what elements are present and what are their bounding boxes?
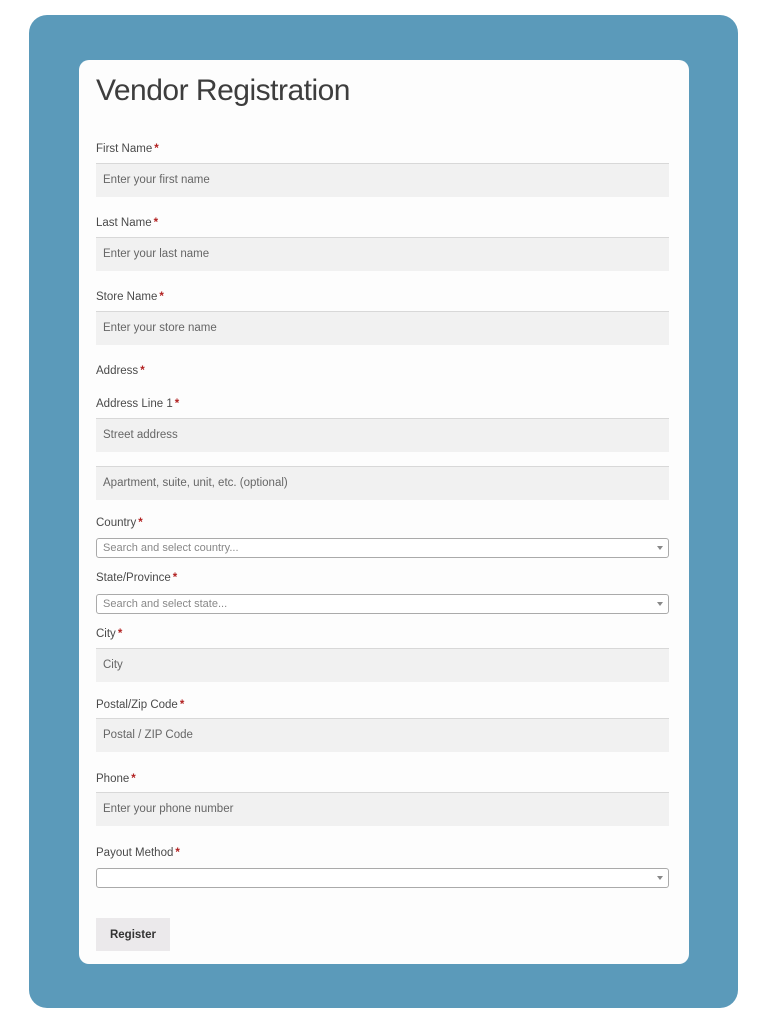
required-asterisk: * <box>175 847 180 859</box>
store-name-input[interactable]: Enter your store name <box>96 311 669 345</box>
required-asterisk: * <box>131 773 136 785</box>
register-button[interactable]: Register <box>96 918 170 951</box>
registration-card <box>79 60 689 964</box>
postal-code-label: Postal/Zip Code * <box>96 699 185 711</box>
page-title: Vendor Registration <box>96 74 350 107</box>
required-asterisk: * <box>159 291 164 303</box>
phone-input[interactable]: Enter your phone number <box>96 792 669 826</box>
store-name-label: Store Name * <box>96 291 164 303</box>
postal-code-input[interactable]: Postal / ZIP Code <box>96 718 669 752</box>
city-input[interactable]: City <box>96 648 669 682</box>
first-name-label: First Name * <box>96 143 159 155</box>
city-label: City * <box>96 628 123 640</box>
country-select-placeholder: Search and select country... <box>103 542 239 554</box>
required-asterisk: * <box>153 217 159 229</box>
required-asterisk: * <box>179 699 185 711</box>
chevron-down-icon <box>657 876 663 880</box>
required-asterisk: * <box>172 572 178 584</box>
last-name-input[interactable]: Enter your last name <box>96 237 669 271</box>
required-asterisk: * <box>117 628 123 640</box>
required-asterisk: * <box>174 398 180 410</box>
payout-method-label: Payout Method * <box>96 847 180 859</box>
phone-label: Phone * <box>96 773 136 785</box>
payout-method-select[interactable] <box>96 868 669 888</box>
address-line1-label: Address Line 1 * <box>96 398 180 410</box>
required-asterisk: * <box>154 143 159 155</box>
state-select[interactable] <box>96 594 669 614</box>
country-label: Country * <box>96 517 143 529</box>
last-name-label: Last Name * <box>96 217 159 229</box>
chevron-down-icon <box>657 602 663 606</box>
address-heading: Address * <box>96 365 145 377</box>
address-line2-input[interactable]: Apartment, suite, unit, etc. (optional) <box>96 466 669 500</box>
first-name-input[interactable]: Enter your first name <box>96 163 669 197</box>
chevron-down-icon <box>657 546 663 550</box>
country-select[interactable] <box>96 538 669 558</box>
required-asterisk: * <box>138 517 143 529</box>
required-asterisk: * <box>140 365 145 377</box>
state-select-placeholder: Search and select state... <box>103 598 228 610</box>
state-label: State/Province * <box>96 572 178 584</box>
street-address-input[interactable]: Street address <box>96 418 669 452</box>
